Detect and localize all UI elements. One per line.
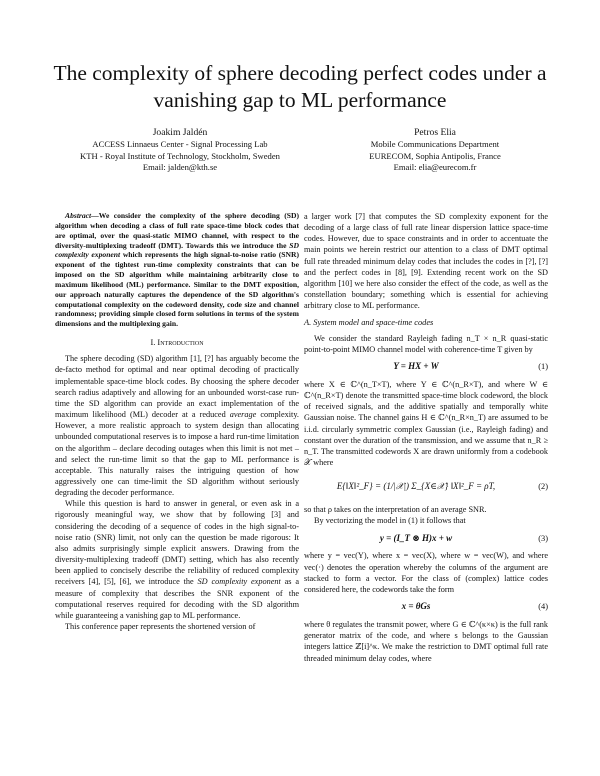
- equation-1: [304, 358, 548, 376]
- equation-body: Y = HX + W: [393, 361, 439, 372]
- equation-number: (4): [538, 602, 548, 612]
- equation-body: E{‖X‖²_F} = (1/|𝒳|) Σ_{X∈𝒳} ‖X‖²_F = ρT,: [336, 480, 496, 491]
- author-elia: [325, 126, 545, 174]
- equation-body: x = θGs: [401, 601, 431, 612]
- left-column: [55, 211, 299, 632]
- abstract-text: —We consider the complexity of the sphere decoding (SD) algorithm when decoding a class of full rate space-time block codes that are optimal, over the quasi-static MIMO channel, with respect to the diversity-multiplexing tradeoff (DMT). Towards this we introduce the: [55, 211, 299, 250]
- author-email: Email: elia@eurecom.fr: [393, 162, 477, 173]
- right-paragraph-5: By vectorizing the model in (1) it follows that: [314, 516, 466, 526]
- text-run: While this question is hard to answer in general, or even ask in a rigorously meaningful way, we show that by following [3] and considering the decoding of a sequence of codes in the high signal-to-noise ratio (SNR) limit, not only can the question be made rigorous: It also admits surprisingly simple explicit answers. Drawing from the diversity-multiplexing tradeoff (DMT) setting, which has also recently been applied to concisely describe the reliability of reduced complexity receivers [4], [5], [6], we introduce the: [55, 499, 299, 587]
- intro-paragraph-1: [55, 353, 299, 498]
- author-name: Petros Elia: [414, 127, 456, 138]
- author-affiliation: KTH - Royal Institute of Technology, Stockholm, Sweden: [80, 150, 280, 161]
- equation-body: y = (I_T ⊗ H)x + w: [379, 532, 453, 543]
- abstract-text: which represents the high signal-to-noise ratio (SNR) exponent of the tightest run-time complexity constraints that can be imposed on the SD algorithm while maintaining arbitrarily close to maximum likelihood (ML) performance. Similar to the DMT exposition, our approach naturally captures the dependence of the SD algorithm's computational complexity on the codeword density, code size and channel randomness; providing simple closed form solutions in terms of the system dimensions and the multiplexing gain.: [55, 250, 299, 329]
- intro-paragraph-3: This conference paper represents the shortened version of: [65, 622, 256, 632]
- author-name: Joakim Jaldén: [152, 127, 208, 138]
- equation-3: [304, 529, 548, 547]
- right-paragraph-2: We consider the standard Rayleigh fading n_T × n_R quasi-static point-to-point MIMO channel model with coherence-time T given by: [304, 333, 548, 354]
- equation-number: (1): [538, 362, 548, 372]
- intro-paragraph-2: [55, 498, 299, 621]
- paper-title: The complexity of sphere decoding perfect codes under a vanishing gap to ML performance: [53, 61, 547, 112]
- text-run: complexity. However, a more realistic approach to system design than allocating unbounded computational reserves is to impose a hard run-time limitation on the algorithm – declare decoding outages when this limit is not met – and select the run-time limit so that the gap to ML performance is acceptable. This naturally raises the intriguing question of how aggressively one can time-limit the SD algorithm without seriously degrading the decoder performance.: [55, 410, 300, 498]
- text-run: The sphere decoding (SD) algorithm [1], [?] has arguably become the de-facto method for optimal and near optimal decoding of practically implementable space-time block codes. By choosing the sphere decoder search radius adaptively and allowing for an unbounded worst-case run-time the SD algorithm can provide an exact implementation of the maximum likelihood (ML) decoder at a reduced: [55, 354, 299, 420]
- equation-4: [304, 598, 548, 616]
- text-run: as a measure of complexity that describes the SNR exponent of the computational reserves required for decoding with the SD algorithm while guaranteeing a vanishing gap to ML performance.: [55, 577, 300, 620]
- right-paragraph-7: where θ regulates the transmit power, where G ∈ ℂ^(κ×κ) is the full rank generator matrix of the code, and where s belongs to the Gaussian integers lattice ℤ[i]^κ. We make the restriction to DMT optimal full rate threaded minimum delay codes, where: [304, 620, 548, 663]
- abstract: [55, 211, 299, 329]
- equation-2: [304, 471, 548, 501]
- abstract-label: Abstract: [65, 211, 92, 220]
- right-paragraph-1: a larger work [7] that computes the SD complexity exponent for the decoding of a large class of full rate linear dispersion lattice space-time codes. However, due to space constraints and in order to accentuate the main points we herein restrict our attention to a class of DMT optimal full rate threaded minimum delay codes that includes the codes in [?], [?] and the perfect codes in [8], [9]. Extending recent work on the SD algorithm [10] we here also consider the effect of the code, as well as the constellation boundary; something which is essential for achieving arbitrary close to ML performance.: [304, 212, 548, 311]
- author-email: Email: jalden@kth.se: [142, 162, 218, 173]
- author-affiliation: Mobile Communications Department: [370, 139, 500, 149]
- author-affiliation: ACCESS Linnaeus Center - Signal Processing Lab: [92, 139, 268, 149]
- equation-number: (3): [538, 533, 548, 543]
- abstract-emphasis: SD complexity exponent: [55, 240, 299, 260]
- equation-number: (2): [538, 481, 548, 491]
- emphasis: average: [229, 410, 257, 420]
- author-jalden: [60, 126, 300, 174]
- right-paragraph-3: where X ∈ ℂ^(n_T×T), where Y ∈ ℂ^(n_R×T), and where W ∈ ℂ^(n_R×T) denote the transmitted space-time block codeword, the block of received signals, and the additive spatially and temporally white Gaussian noise. The channel gains H ∈ ℂ^(n_R×n_T) are assumed to be i.i.d. circularly symmetric complex Gaussian (i.e., Rayleigh fading) and constant over the duration of the transmission, and we assume that n_R ≥ n_T. The transmitted codewords X are drawn uniformly from a codebook 𝒳 where: [304, 379, 548, 467]
- right-paragraph-4: so that ρ takes on the interpretation of an average SNR.: [304, 505, 487, 515]
- author-affiliation: EURECOM, Sophia Antipolis, France: [369, 150, 501, 161]
- right-paragraph-6: where y = vec(Y), where x = vec(X), where w = vec(W), and where vec(·) denotes the operation whereby the columns of the argument are stacked to form a vector. For the class of (complex) lattice codes considered here, the codewords take the form: [304, 551, 548, 594]
- section-heading: I. Introduction: [150, 338, 204, 348]
- right-column: [304, 211, 548, 664]
- emphasis: SD complexity exponent: [197, 577, 281, 587]
- subsection-heading: A. System model and space-time codes: [304, 318, 434, 328]
